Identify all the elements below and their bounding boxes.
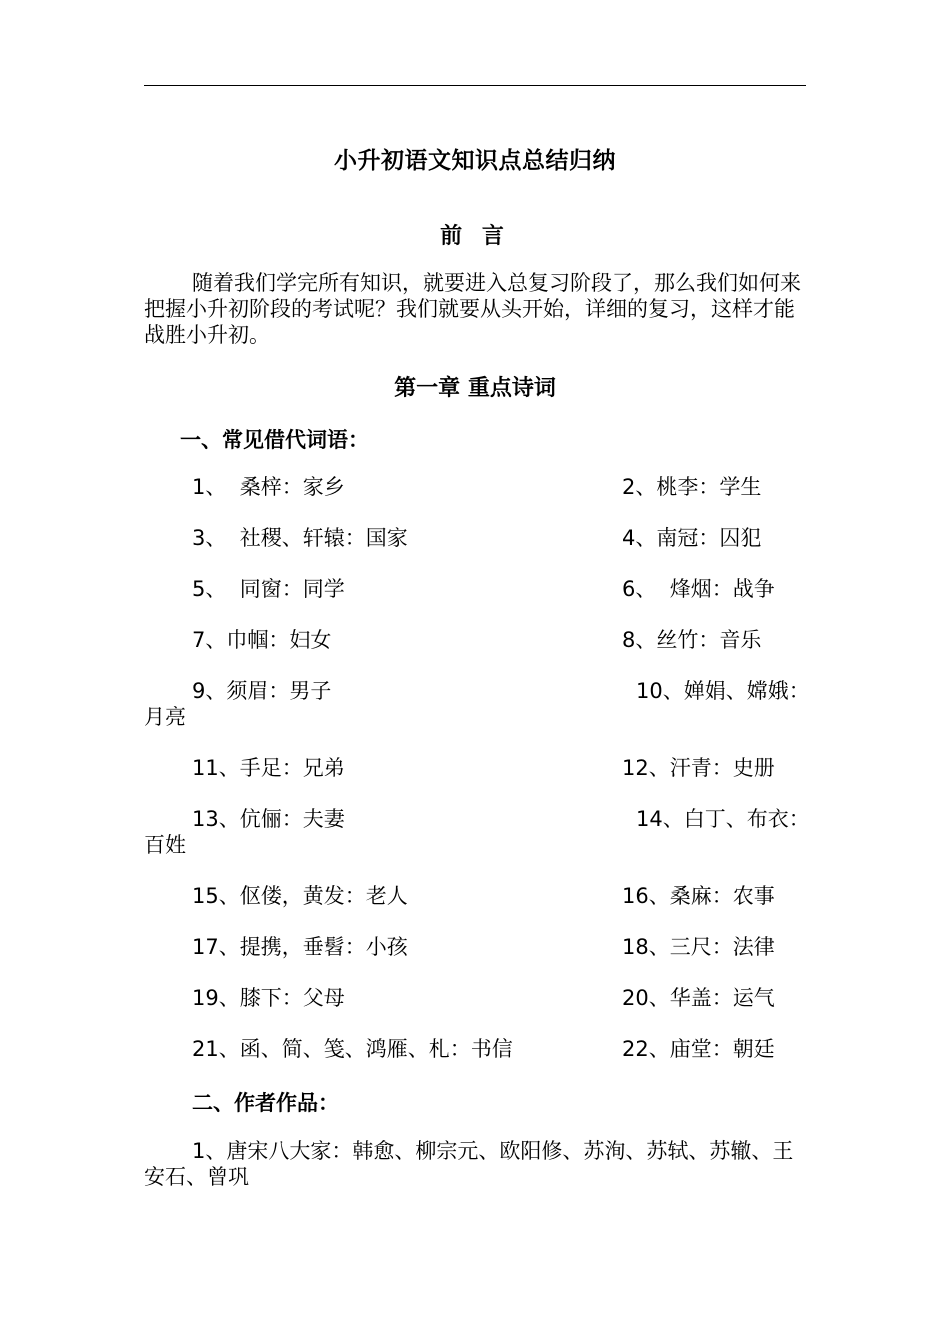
chapter-title: 第一章 重点诗词 — [394, 376, 556, 401]
list-item — [144, 1036, 806, 1062]
term-left: 9、须眉：男子 — [192, 679, 332, 703]
document-title: 小升初语文知识点总结归纳 — [334, 148, 616, 174]
preface-title: 前 言 — [440, 224, 510, 249]
term-right: 4、南冠：囚犯 — [622, 526, 762, 550]
term-right: 14、白丁、布衣： — [636, 807, 810, 831]
term-left: 15、伛偻，黄发：老人 — [192, 884, 408, 908]
section-title-authors: 二、作者作品： — [192, 1091, 339, 1115]
section-title-metonymy: 一、常见借代词语： — [180, 428, 369, 452]
header-rule — [144, 85, 806, 86]
list-item — [144, 474, 806, 500]
term-left: 11、手足：兄弟 — [192, 756, 345, 780]
term-right: 12、汗青：史册 — [622, 756, 775, 780]
term-right: 22、庙堂：朝廷 — [622, 1037, 775, 1061]
list-item — [144, 755, 806, 781]
term-left: 7、巾帼：妇女 — [192, 628, 332, 652]
term-right-continuation: 月亮 — [144, 705, 186, 729]
term-left: 3、 社稷、轩辕：国家 — [192, 526, 408, 550]
list-item — [144, 985, 806, 1011]
term-left: 13、伉俪：夫妻 — [192, 807, 345, 831]
term-right: 20、华盖：运气 — [622, 986, 775, 1010]
list-item — [144, 576, 806, 602]
list-item — [144, 806, 810, 858]
list-item — [144, 678, 810, 730]
list-item — [144, 525, 806, 551]
list-item — [144, 883, 806, 909]
preface-paragraph: 随着我们学完所有知识，就要进入总复习阶段了，那么我们如何来把握小升初阶段的考试呢？我们就要从头开始，详细的复习，这样才能战胜小升初。 — [144, 271, 801, 347]
term-left: 21、函、简、笺、鸿雁、札：书信 — [192, 1037, 513, 1061]
term-right: 2、桃李：学生 — [622, 475, 762, 499]
authors-paragraph: 1、唐宋八大家：韩愈、柳宗元、欧阳修、苏洵、苏轼、苏辙、王安石、曾巩 — [144, 1139, 794, 1189]
term-right: 6、 烽烟：战争 — [622, 577, 775, 601]
term-left: 1、 桑梓：家乡 — [192, 475, 345, 499]
term-left: 17、提携，垂髫：小孩 — [192, 935, 408, 959]
term-right: 16、桑麻：农事 — [622, 884, 775, 908]
term-left: 5、 同窗：同学 — [192, 577, 345, 601]
term-right-continuation: 百姓 — [144, 833, 186, 857]
term-right: 18、三尺：法律 — [622, 935, 775, 959]
list-item — [144, 934, 806, 960]
term-right: 10、婵娟、嫦娥： — [636, 679, 810, 703]
term-right: 8、丝竹：音乐 — [622, 628, 762, 652]
term-left: 19、膝下：父母 — [192, 986, 345, 1010]
list-item — [144, 627, 806, 653]
